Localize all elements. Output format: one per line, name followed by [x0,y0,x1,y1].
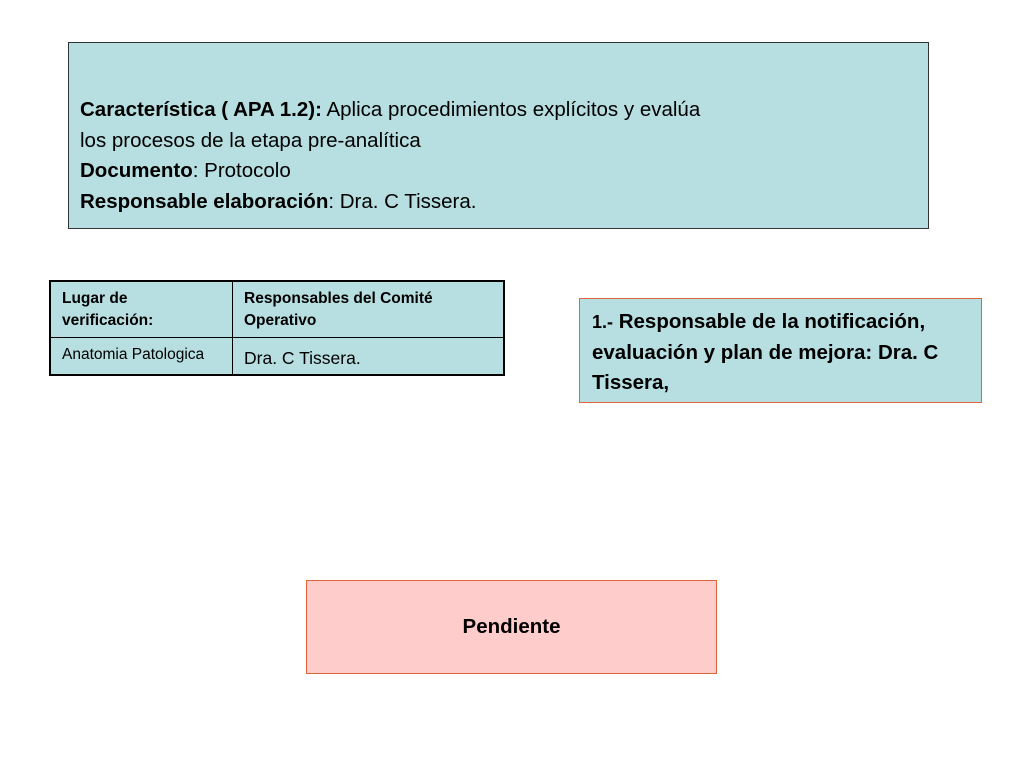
cell-committee: Dra. C Tissera. [233,338,505,376]
responsible-number: 1.- [592,312,614,332]
column-header-location: Lugar de verificación: [50,281,233,338]
document-value: : Protocolo [192,159,291,182]
characteristic-label: Característica ( APA 1.2): [80,98,322,121]
column-header-committee: Responsables del Comité Operativo [233,281,505,338]
author-line [80,187,918,218]
cell-location: Anatomia Patologica [50,338,233,376]
author-value: : Dra. C Tissera. [328,189,477,213]
status-box [306,580,717,674]
status-label: Pendiente [462,615,561,638]
characteristic-header-box [68,42,929,229]
table-header-row [50,281,504,338]
document-line [80,156,918,187]
document-label: Documento [80,159,193,182]
characteristic-text: Aplica procedimientos explícitos y evalúa [321,98,701,121]
responsible-text: Responsable de la notificación, evaluación y plan de mejora: Dra. C Tissera, [592,310,939,394]
responsible-box [579,298,982,403]
table-row [50,338,504,376]
verification-table [49,280,505,376]
characteristic-text-continued: los procesos de la etapa pre-analítica [80,128,421,152]
author-label: Responsable elaboración [80,189,329,213]
characteristic-line [80,95,918,126]
